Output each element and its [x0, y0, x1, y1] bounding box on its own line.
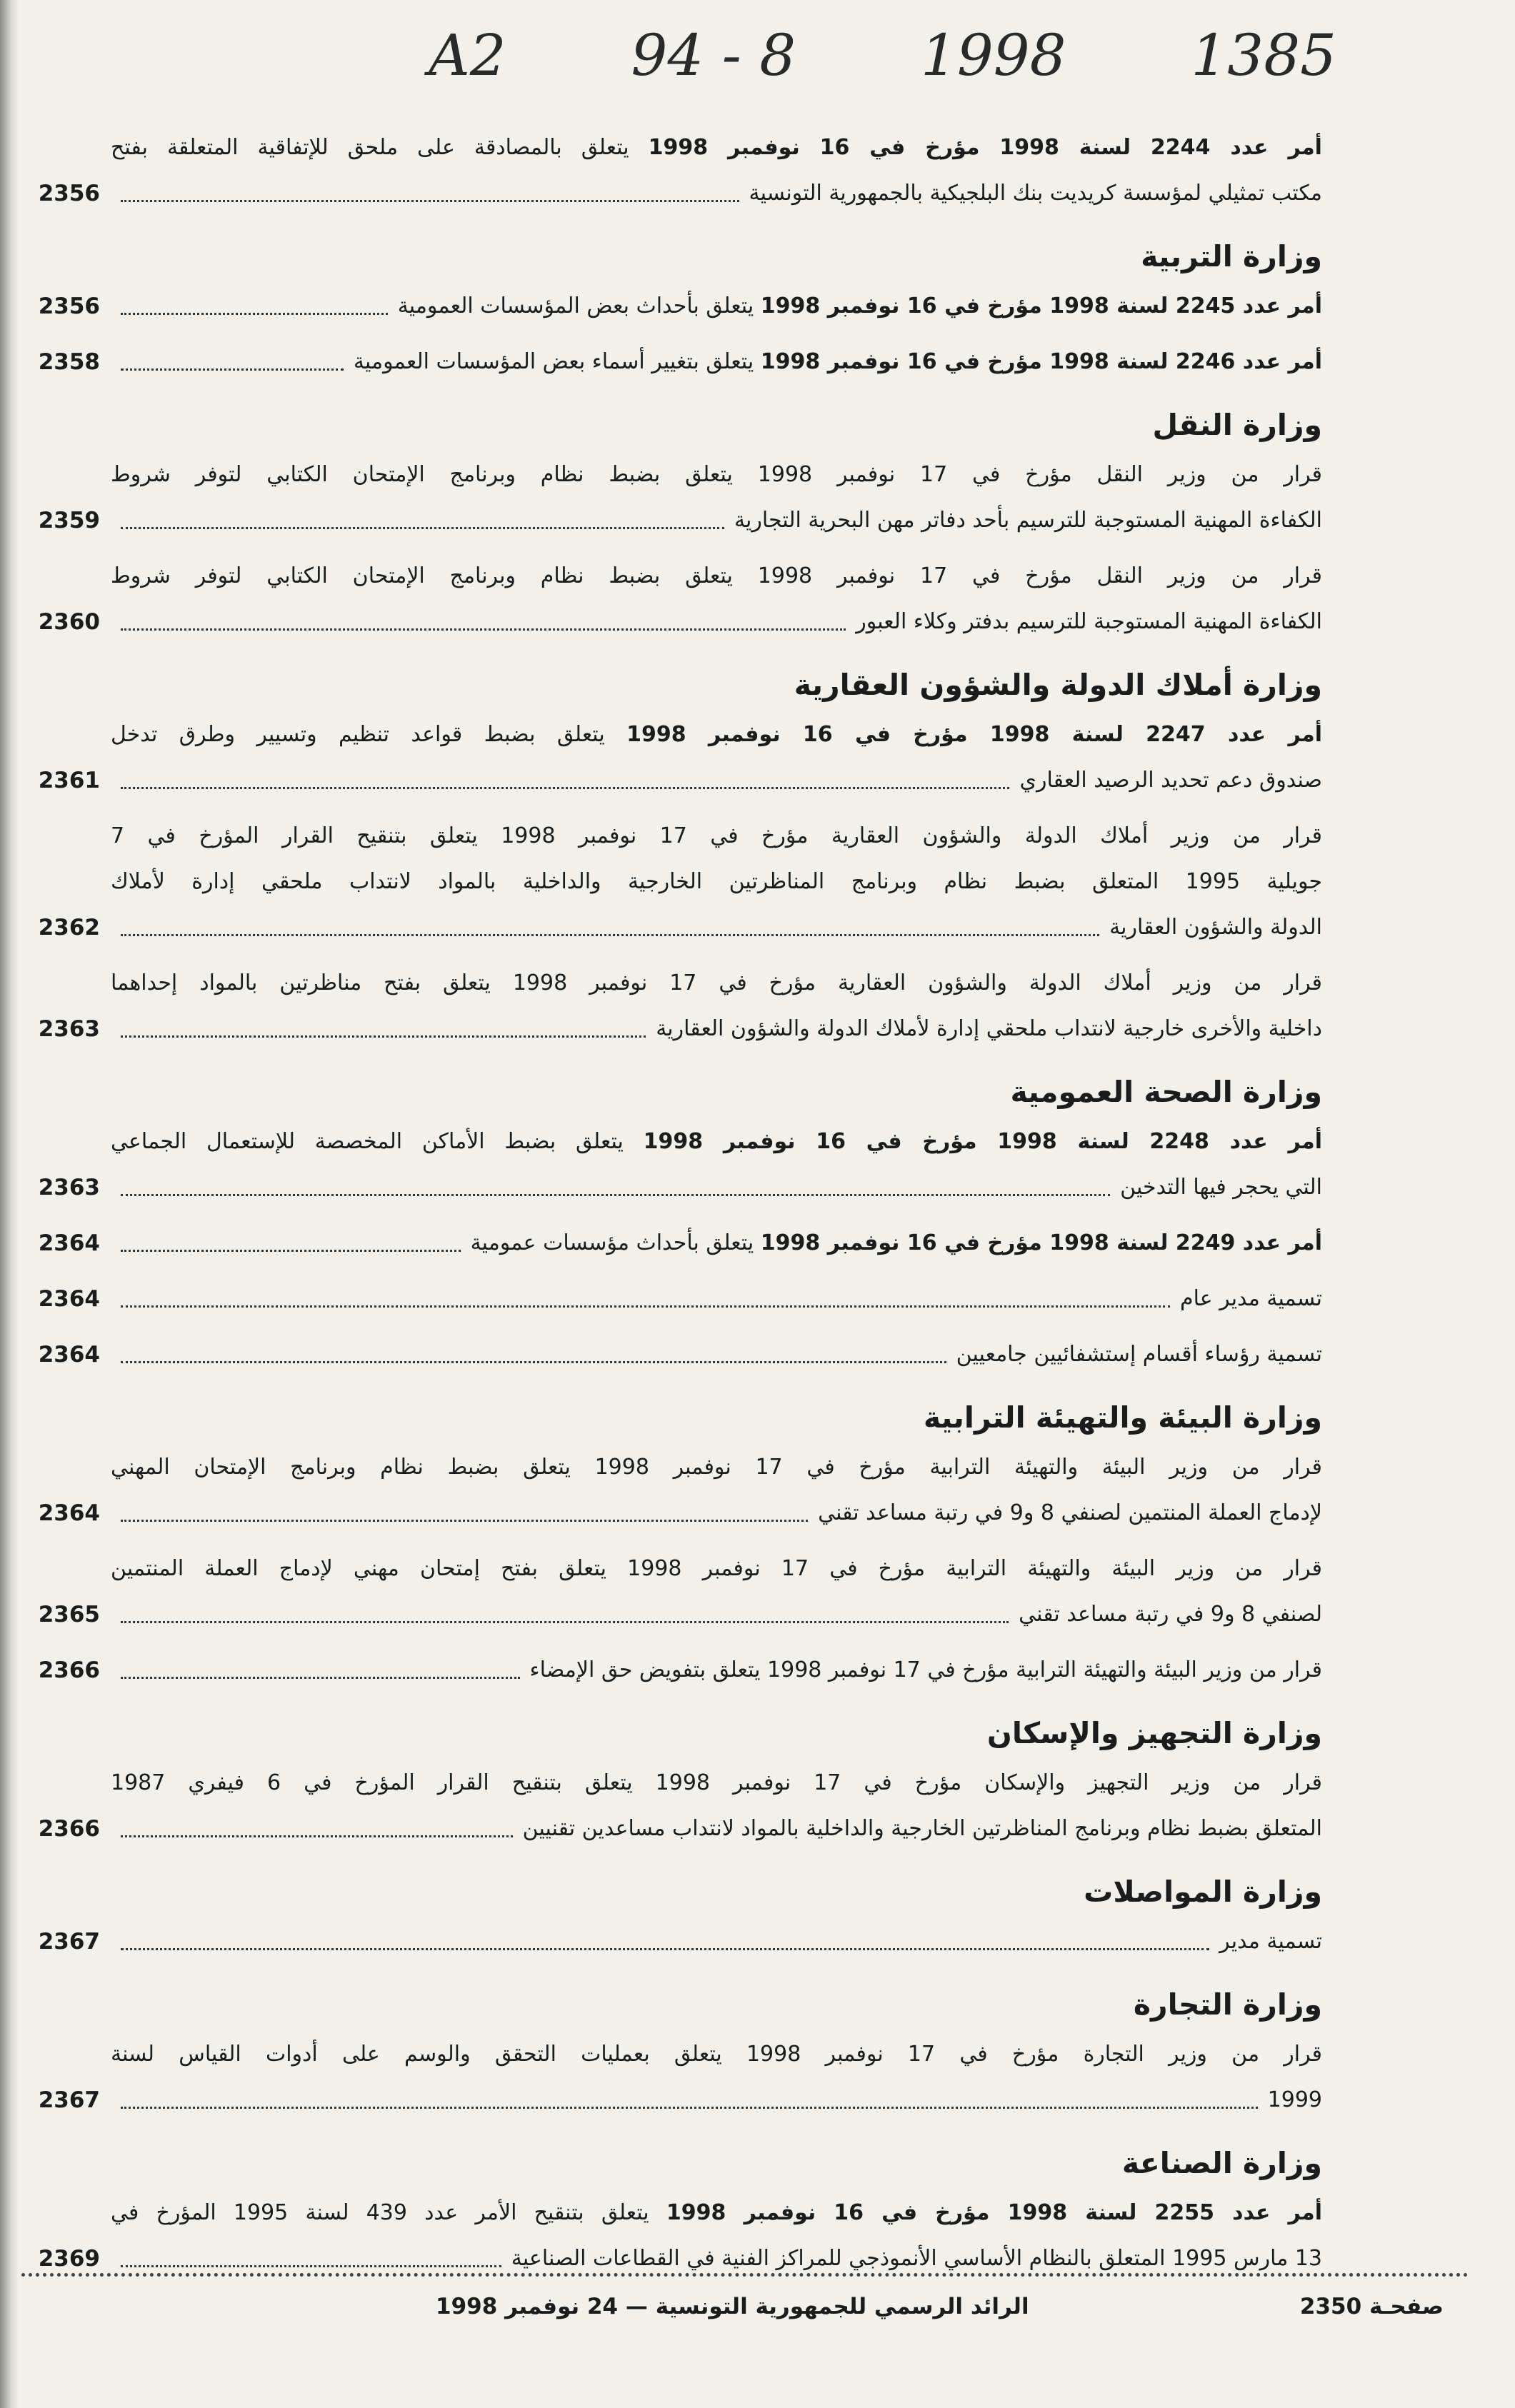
- toc-entry[interactable]: [38, 1332, 1322, 1378]
- entry-line: [38, 1806, 1322, 1852]
- entry-description: تسمية مدير: [1219, 1929, 1322, 1954]
- entry-text: [111, 1455, 1322, 1480]
- page-number: 2363: [38, 1175, 100, 1200]
- page-number: 2356: [38, 181, 100, 206]
- entry-text: [1268, 2077, 1322, 2123]
- ministry-heading: وزارة التجهيز والإسكان: [986, 1716, 1322, 1750]
- entry-text: [856, 599, 1322, 645]
- entry-text: [818, 1490, 1322, 1536]
- toc-entry[interactable]: [38, 553, 1322, 645]
- entry-line: [111, 813, 1322, 859]
- toc-entry[interactable]: [38, 1919, 1322, 1965]
- entry-text: [111, 823, 1322, 848]
- entry-description: يتعلق بالمصادقة على ملحق للإتفاقية المتعلقة بفتح: [111, 135, 649, 160]
- entry-text: [111, 1129, 1322, 1154]
- page-number: 2364: [38, 1286, 100, 1312]
- entry-line: [38, 599, 1322, 645]
- entry-line: [111, 1760, 1322, 1806]
- entry-description: قرار من وزير التجهيز والإسكان مؤرخ في 17 نوفمبر 1998 يتعلق بتنقيح القرار المؤرخ في 6 فيفري 1987: [111, 1770, 1322, 1795]
- entry-text: [956, 1332, 1322, 1378]
- entry-line: [38, 171, 1322, 216]
- entry-description: جويلية 1995 المتعلق بضبط نظام وبرنامج المناظرتين الخارجية والداخلية بالمواد لانتداب ملحقي إدارة لأملاك: [111, 869, 1322, 894]
- leader-dots: [121, 1620, 1009, 1623]
- ministry-heading: وزارة المواصلات: [1084, 1875, 1322, 1909]
- entry-description: قرار من وزير البيئة والتهيئة الترابية مؤرخ في 17 نوفمبر 1998 يتعلق بتفويض حق الإمضاء: [529, 1657, 1322, 1682]
- leader-dots: [121, 1193, 1110, 1196]
- handwritten-number: 1385: [1191, 21, 1336, 89]
- table-of-contents: [38, 125, 1323, 2292]
- entry-description: قرار من وزير أملاك الدولة والشؤون العقارية مؤرخ في 17 نوفمبر 1998 يتعلق بتنقيح القرار المؤرخ في 7: [111, 823, 1323, 848]
- entry-text: [1120, 1165, 1322, 1210]
- entry-text: [111, 1556, 1322, 1581]
- page-number: 2360: [38, 609, 100, 635]
- entry-description: صندوق دعم تحديد الرصيد العقاري: [1019, 768, 1322, 793]
- entry-text: [111, 2200, 1322, 2225]
- entry-text: [523, 1806, 1322, 1852]
- footer-gazette-title: الرائد الرسمي للجمهورية التونسية — 24 نوفمبر 1998: [436, 2294, 1029, 2319]
- entry-line: [111, 1445, 1322, 1490]
- entry-description: قرار من وزير النقل مؤرخ في 17 نوفمبر 1998 يتعلق بضبط نظام وبرنامج الإمتحان الكتابي لتوفر شروط: [111, 563, 1322, 588]
- entry-text: [398, 284, 1322, 329]
- ministry-heading: وزارة التجارة: [1133, 1987, 1322, 2022]
- leader-dots: [121, 2264, 501, 2267]
- entry-text: [111, 869, 1322, 894]
- entry-text: [354, 339, 1322, 385]
- leader-dots: [121, 1249, 461, 1252]
- ministry-heading: وزارة الصحة العمومية: [1010, 1075, 1322, 1109]
- toc-entry[interactable]: [38, 712, 1322, 803]
- entry-description: 1999: [1267, 2087, 1322, 2112]
- toc-entry[interactable]: [38, 339, 1322, 385]
- entry-description: يتعلق بأحداث بعض المؤسسات العمومية: [397, 294, 761, 318]
- entry-line: [111, 125, 1322, 171]
- entry-line: [111, 960, 1322, 1006]
- leader-dots: [121, 312, 388, 315]
- entry-line: [111, 712, 1322, 758]
- page-number: 2365: [38, 1602, 100, 1627]
- entry-line: [38, 905, 1322, 950]
- entry-line: [38, 339, 1322, 385]
- entry-description: قرار من وزير النقل مؤرخ في 17 نوفمبر 1998 يتعلق بضبط نظام وبرنامج الإمتحان الكتابي لتوفر شروط: [111, 462, 1322, 487]
- toc-entry[interactable]: [38, 2190, 1322, 2282]
- ministry-heading: وزارة النقل: [1152, 408, 1322, 442]
- toc-entry[interactable]: [38, 813, 1323, 950]
- leader-dots: [121, 628, 846, 631]
- entry-line: [111, 859, 1322, 905]
- leader-dots: [121, 526, 724, 529]
- page-number: 2369: [38, 2246, 100, 2272]
- entry-text: [111, 722, 1322, 747]
- entry-text: [734, 498, 1322, 543]
- leader-dots: [121, 1947, 1209, 1950]
- leader-dots: [121, 786, 1009, 789]
- leader-dots: [121, 1035, 646, 1038]
- page-number: 2364: [38, 1500, 100, 1526]
- decree-reference: أمر عدد 2249 لسنة 1998 مؤرخ في 16 نوفمبر 1998: [760, 1230, 1322, 1255]
- entry-line: [38, 498, 1322, 543]
- toc-entry[interactable]: [38, 2032, 1322, 2123]
- entry-text: [1019, 1592, 1322, 1637]
- entry-text: [530, 1647, 1322, 1693]
- entry-text: [111, 462, 1322, 487]
- page-number: 2364: [38, 1230, 100, 1256]
- entry-line: [38, 1490, 1322, 1536]
- entry-description: داخلية والأخرى خارجية لانتداب ملحقي إدارة لأملاك الدولة والشؤون العقارية: [656, 1016, 1322, 1041]
- entry-line: [38, 1220, 1322, 1266]
- entry-text: [111, 970, 1322, 995]
- entry-text: [749, 171, 1322, 216]
- entry-description: التي يحجر فيها التدخين: [1120, 1175, 1322, 1200]
- page-number: 2363: [38, 1016, 100, 1042]
- entry-text: [1219, 1919, 1322, 1965]
- entry-line: [111, 2032, 1322, 2077]
- page-number: 2366: [38, 1816, 100, 1842]
- entry-description: الكفاءة المهنية المستوجبة للترسيم بأحد دفاتر مهن البحرية التجارية: [734, 508, 1322, 533]
- entry-description: الكفاءة المهنية المستوجبة للترسيم بدفتر وكلاء العبور: [856, 609, 1322, 634]
- page-number: 2356: [38, 294, 100, 319]
- entry-description: يتعلق بضبط قواعد تنظيم وتسيير وطرق تدخل: [111, 722, 627, 747]
- ministry-heading: وزارة التربية: [1141, 239, 1322, 274]
- entry-line: [38, 284, 1322, 329]
- entry-line: [111, 452, 1322, 498]
- entry-line: [111, 1119, 1322, 1165]
- entry-line: [111, 2190, 1322, 2236]
- entry-text: [111, 1770, 1322, 1795]
- decree-reference: أمر عدد 2248 لسنة 1998 مؤرخ في 16 نوفمبر 1998: [643, 1129, 1322, 1154]
- leader-dots: [121, 199, 739, 202]
- page-number: 2358: [38, 349, 100, 375]
- toc-entry[interactable]: [38, 1119, 1322, 1210]
- page-number: 2359: [38, 508, 100, 533]
- entry-text: [111, 563, 1322, 588]
- footer-divider: [21, 2273, 1469, 2277]
- page-number: 2361: [38, 768, 100, 793]
- toc-entry[interactable]: [38, 1276, 1322, 1322]
- entry-description: المتعلق بضبط نظام وبرنامج المناظرتين الخارجية والداخلية بالمواد لانتداب مساعدين تقنيين: [522, 1816, 1322, 1841]
- toc-entry[interactable]: [38, 452, 1322, 543]
- entry-description: تسمية رؤساء أقسام إستشفائيين جامعيين: [956, 1342, 1322, 1367]
- page-number: 2367: [38, 2087, 100, 2113]
- entry-text: [1180, 1276, 1322, 1322]
- entry-description: 13 مارس 1995 المتعلق بالنظام الأساسي الأنموذجي للمراكز الفنية في القطاعات الصناعية: [511, 2246, 1322, 2271]
- entry-description: يتعلق بتنقيح الأمر عدد 439 لسنة 1995 المؤرخ في: [111, 2200, 666, 2225]
- page-number: 2364: [38, 1342, 100, 1368]
- toc-entry[interactable]: [38, 1445, 1322, 1536]
- entry-description: قرار من وزير أملاك الدولة والشؤون العقارية مؤرخ في 17 نوفمبر 1998 يتعلق بفتح مناظرتين بالمواد إحداهما: [111, 970, 1322, 995]
- toc-entry[interactable]: [38, 1546, 1322, 1637]
- entry-description: يتعلق بتغيير أسماء بعض المؤسسات العمومية: [353, 349, 761, 374]
- leader-dots: [121, 1519, 808, 1522]
- entry-line: [38, 2077, 1322, 2123]
- ministry-heading: وزارة البيئة والتهيئة الترابية: [923, 1400, 1322, 1435]
- entry-text: [656, 1006, 1322, 1052]
- decree-reference: أمر عدد 2244 لسنة 1998 مؤرخ في 16 نوفمبر 1998: [648, 135, 1322, 160]
- handwritten-year: 1998: [920, 21, 1066, 89]
- decree-reference: أمر عدد 2246 لسنة 1998 مؤرخ في 16 نوفمبر 1998: [760, 349, 1322, 374]
- entry-text: [471, 1220, 1322, 1266]
- entry-text: [1019, 758, 1322, 803]
- toc-entry[interactable]: [38, 1760, 1322, 1852]
- leader-dots: [121, 1835, 513, 1837]
- entry-description: الدولة والشؤون العقارية: [1109, 915, 1322, 940]
- entry-line: [38, 1332, 1322, 1378]
- decree-reference: أمر عدد 2255 لسنة 1998 مؤرخ في 16 نوفمبر 1998: [666, 2200, 1322, 2225]
- entry-description: لإدماج العملة المنتمين لصنفي 8 و9 في رتبة مساعد تقني: [818, 1500, 1322, 1525]
- toc-entry[interactable]: [38, 960, 1322, 1052]
- toc-entry[interactable]: [38, 1647, 1322, 1693]
- entry-description: قرار من وزير البيئة والتهيئة الترابية مؤرخ في 17 نوفمبر 1998 يتعلق بضبط نظام وبرنامج الإمتحان المهني: [111, 1455, 1322, 1480]
- entry-line: [38, 1165, 1322, 1210]
- entry-line: [38, 1919, 1322, 1965]
- entry-description: قرار من وزير البيئة والتهيئة الترابية مؤرخ في 17 نوفمبر 1998 يتعلق بفتح إمتحان مهني لإدماج العملة المنتمين: [111, 1556, 1322, 1581]
- entry-line: [38, 1647, 1322, 1693]
- toc-entry[interactable]: [38, 1220, 1322, 1266]
- toc-entry[interactable]: [38, 284, 1322, 329]
- leader-dots: [121, 1305, 1170, 1308]
- entry-text: [1109, 905, 1322, 950]
- ministry-heading: وزارة الصناعة: [1121, 2146, 1322, 2180]
- entry-line: [38, 1276, 1322, 1322]
- scan-edge: [0, 0, 19, 2408]
- handwritten-ref: A2: [429, 21, 506, 89]
- leader-dots: [121, 933, 1099, 936]
- page-number: 2367: [38, 1929, 100, 1955]
- leader-dots: [121, 1360, 946, 1363]
- entry-description: تسمية مدير عام: [1180, 1286, 1322, 1311]
- entry-description: يتعلق بضبط الأماكن المخصصة للإستعمال الجماعي: [111, 1129, 644, 1154]
- entry-description: لصنفي 8 و9 في رتبة مساعد تقني: [1019, 1602, 1322, 1627]
- entry-description: مكتب تمثيلي لمؤسسة كريديت بنك البلجيكية بالجمهورية التونسية: [749, 181, 1322, 206]
- entry-line: [38, 1592, 1322, 1637]
- page-number: 2366: [38, 1657, 100, 1683]
- leader-dots: [121, 1676, 520, 1679]
- leader-dots: [121, 368, 344, 371]
- entry-description: قرار من وزير التجارة مؤرخ في 17 نوفمبر 1998 يتعلق بعمليات التحقق والوسم على أدوات القياس لسنة: [111, 2042, 1322, 2067]
- entry-line: [111, 1546, 1322, 1592]
- ministry-heading: وزارة أملاك الدولة والشؤون العقارية: [794, 668, 1322, 702]
- entry-description: يتعلق بأحداث مؤسسات عمومية: [470, 1230, 761, 1255]
- decree-reference: أمر عدد 2247 لسنة 1998 مؤرخ في 16 نوفمبر 1998: [626, 722, 1322, 747]
- page-number: 2362: [38, 915, 100, 940]
- entry-line: [111, 553, 1322, 599]
- leader-dots: [121, 2106, 1258, 2109]
- entry-line: [38, 1006, 1322, 1052]
- entry-text: [111, 2042, 1322, 2067]
- entry-text: [111, 135, 1322, 160]
- handwritten-issue: 94 - 8: [631, 21, 796, 89]
- decree-reference: أمر عدد 2245 لسنة 1998 مؤرخ في 16 نوفمبر 1998: [760, 294, 1322, 318]
- toc-entry[interactable]: [38, 125, 1322, 216]
- footer-page-number: صفحـة 2350: [1299, 2294, 1444, 2319]
- handwritten-annotation: [429, 16, 1336, 94]
- entry-line: [38, 758, 1322, 803]
